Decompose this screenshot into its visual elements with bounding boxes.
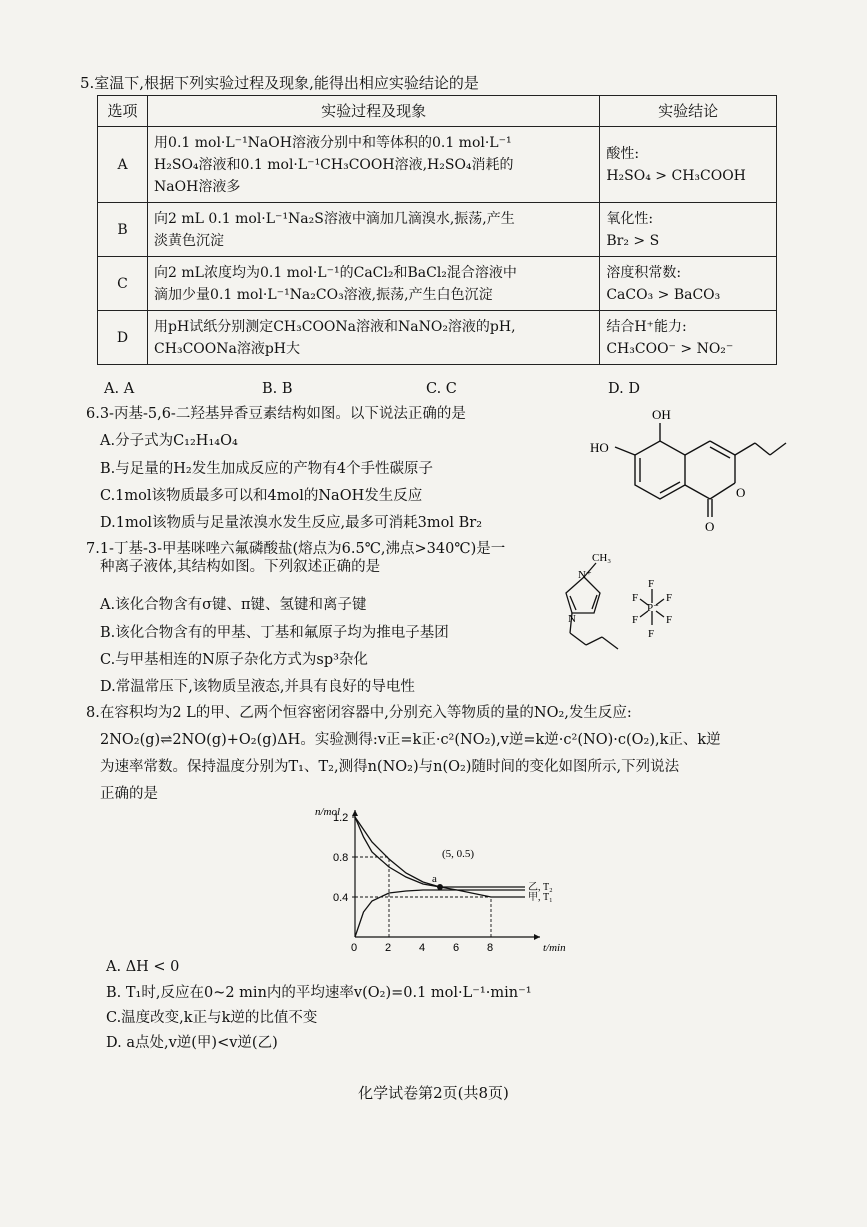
row-process bbox=[148, 311, 600, 365]
row-process bbox=[148, 203, 600, 257]
y-axis-label: n/mol bbox=[315, 806, 341, 818]
series-label: 甲, T₁ bbox=[528, 892, 553, 903]
q8-option-d: D. a点处,v逆(甲)<v逆(乙) bbox=[106, 1035, 278, 1051]
q6-stem: 6.3-丙基-5,6-二羟基异香豆素结构如图。以下说法正确的是 bbox=[86, 406, 466, 422]
conclusion-line: 结合H⁺能力: bbox=[606, 318, 687, 335]
q7-option-b: B.该化合物含有的甲基、丁基和氟原子均为推电子基团 bbox=[100, 625, 449, 641]
imidazolium-structure bbox=[540, 545, 710, 670]
table-row bbox=[98, 257, 777, 311]
y-tick-label: 1.2 bbox=[333, 812, 349, 824]
q8-chart bbox=[300, 805, 566, 955]
process-line: 向2 mL浓度均为0.1 mol·L⁻¹的CaCl₂和BaCl₂混合溶液中 bbox=[154, 264, 517, 281]
carbonyl-oxygen-label: O bbox=[705, 519, 715, 534]
series-label: 乙, T₂ bbox=[528, 882, 553, 893]
row-option: C bbox=[98, 257, 148, 311]
series-line-0 bbox=[355, 817, 525, 887]
n-label: N bbox=[568, 613, 576, 625]
q7-stem-line2: 种离子液体,其结构如图。下列叙述正确的是 bbox=[100, 559, 381, 575]
q5-stem: 5.室温下,根据下列实验过程及现象,能得出相应实验结论的是 bbox=[80, 74, 479, 92]
conclusion-line: 酸性: bbox=[606, 145, 640, 162]
conclusion-line: Br₂ > S bbox=[606, 232, 660, 249]
x-tick-label: 6 bbox=[453, 942, 460, 954]
q5-choice-b: B. B bbox=[262, 381, 293, 397]
row-conclusion bbox=[600, 203, 777, 257]
point-coordinate-label: (5, 0.5) bbox=[442, 848, 475, 860]
isocoumarin-structure bbox=[560, 405, 790, 540]
row-process bbox=[148, 127, 600, 203]
table-row bbox=[98, 203, 777, 257]
row-process bbox=[148, 257, 600, 311]
q8-option-b: B. T₁时,反应在0~2 min内的平均速率v(O₂)=0.1 mol·L⁻¹·min⁻¹ bbox=[106, 985, 532, 1001]
x-tick-label: 8 bbox=[487, 942, 494, 954]
ring-oxygen-label: O bbox=[736, 485, 746, 500]
table-row bbox=[98, 311, 777, 365]
q7-option-a: A.该化合物含有σ键、π键、氢键和离子键 bbox=[100, 597, 367, 613]
conclusion-line: 氧化性: bbox=[606, 210, 654, 227]
x-tick-label: 4 bbox=[419, 942, 426, 954]
q6-option-d: D.1mol该物质与足量浓溴水发生反应,最多可消耗3mol Br₂ bbox=[100, 515, 483, 531]
x-axis-label: t/min bbox=[543, 942, 566, 954]
fluorine-label: F bbox=[648, 628, 655, 640]
point-a bbox=[437, 884, 443, 890]
q7-stem-line1: 7.1-丁基-3-甲基咪唑六氟磷酸盐(熔点为6.5℃,沸点>340℃)是一 bbox=[86, 541, 506, 557]
process-line: 用pH试纸分别测定CH₃COONa溶液和NaNO₂溶液的pH, bbox=[154, 318, 516, 335]
phosphorus-label: P⁻ bbox=[647, 602, 659, 614]
conclusion-line: CH₃COO⁻ > NO₂⁻ bbox=[606, 340, 734, 357]
q6-option-b: B.与足量的H₂发生加成反应的产物有4个手性碳原子 bbox=[100, 461, 433, 477]
header-conclusion: 实验结论 bbox=[600, 96, 777, 127]
process-line: 淡黄色沉淀 bbox=[154, 232, 225, 249]
process-line: H₂SO₄溶液和0.1 mol·L⁻¹CH₃COOH溶液,H₂SO₄消耗的 bbox=[154, 156, 514, 173]
row-option: D bbox=[98, 311, 148, 365]
row-conclusion bbox=[600, 127, 777, 203]
row-option: B bbox=[98, 203, 148, 257]
q8-stem-line3: 为速率常数。保持温度分别为T₁、T₂,测得n(NO₂)与n(O₂)随时间的变化如图所示,下列说法 bbox=[100, 759, 680, 775]
q8-stem-line1: 8.在容积均为2 L的甲、乙两个恒容密闭容器中,分别充入等物质的量的NO₂,发生反应: bbox=[86, 705, 632, 721]
x-tick-label: 2 bbox=[385, 942, 392, 954]
fluorine-label: F bbox=[632, 614, 639, 626]
q5-choice-d: D. D bbox=[608, 381, 640, 397]
q8-option-c: C.温度改变,k正与k逆的比值不变 bbox=[106, 1010, 318, 1026]
q8-option-a: A. ΔH < 0 bbox=[106, 959, 180, 975]
process-line: CH₃COONa溶液pH大 bbox=[154, 340, 300, 357]
q5-choice-c: C. C bbox=[426, 381, 457, 397]
q6-option-a: A.分子式为C₁₂H₁₄O₄ bbox=[100, 433, 238, 449]
n-plus-label: N⁺ bbox=[578, 569, 592, 581]
methyl-label: CH₃ bbox=[592, 552, 612, 564]
q5-choice-a: A. A bbox=[104, 381, 135, 397]
q6-option-c: C.1mol该物质最多可以和4mol的NaOH发生反应 bbox=[100, 488, 423, 504]
table-row bbox=[98, 127, 777, 203]
conclusion-line: 溶度积常数: bbox=[606, 264, 682, 281]
x-tick-label: 0 bbox=[351, 942, 358, 954]
q5-table bbox=[97, 95, 777, 365]
q7-option-d: D.常温常压下,该物质呈液态,并具有良好的导电性 bbox=[100, 679, 415, 695]
fluorine-label: F bbox=[666, 592, 673, 604]
q8-stem-line4: 正确的是 bbox=[100, 786, 158, 802]
header-process: 实验过程及现象 bbox=[148, 96, 600, 127]
oh-label: OH bbox=[652, 407, 671, 422]
table-header bbox=[98, 96, 777, 127]
row-conclusion bbox=[600, 257, 777, 311]
q7-option-c: C.与甲基相连的N原子杂化方式为sp³杂化 bbox=[100, 652, 368, 668]
y-tick-label: 0.4 bbox=[333, 892, 349, 904]
fluorine-label: F bbox=[666, 614, 673, 626]
fluorine-label: F bbox=[648, 578, 655, 590]
conclusion-line: CaCO₃ > BaCO₃ bbox=[606, 286, 721, 303]
row-option: A bbox=[98, 127, 148, 203]
ho-label: HO bbox=[590, 440, 609, 455]
conclusion-line: H₂SO₄ > CH₃COOH bbox=[606, 167, 746, 184]
point-a-label: a bbox=[432, 873, 437, 885]
row-conclusion bbox=[600, 311, 777, 365]
x-axis-arrow bbox=[534, 934, 540, 940]
page-footer: 化学试卷第2页(共8页) bbox=[358, 1084, 509, 1102]
fluorine-label: F bbox=[632, 592, 639, 604]
process-line: NaOH溶液多 bbox=[154, 178, 241, 195]
process-line: 向2 mL 0.1 mol·L⁻¹Na₂S溶液中滴加几滴溴水,振荡,产生 bbox=[154, 210, 515, 227]
y-tick-label: 0.8 bbox=[333, 852, 349, 864]
process-line: 用0.1 mol·L⁻¹NaOH溶液分别中和等体积的0.1 mol·L⁻¹ bbox=[154, 134, 512, 151]
header-option: 选项 bbox=[98, 96, 148, 127]
q8-stem-line2: 2NO₂(g)⇌2NO(g)+O₂(g)ΔH。实验测得:v正=k正·c²(NO₂),v逆=k逆·c²(NO)·c(O₂),k正、k逆 bbox=[100, 732, 721, 748]
y-axis-arrow bbox=[352, 810, 358, 816]
process-line: 滴加少量0.1 mol·L⁻¹Na₂CO₃溶液,振荡,产生白色沉淀 bbox=[154, 286, 493, 303]
